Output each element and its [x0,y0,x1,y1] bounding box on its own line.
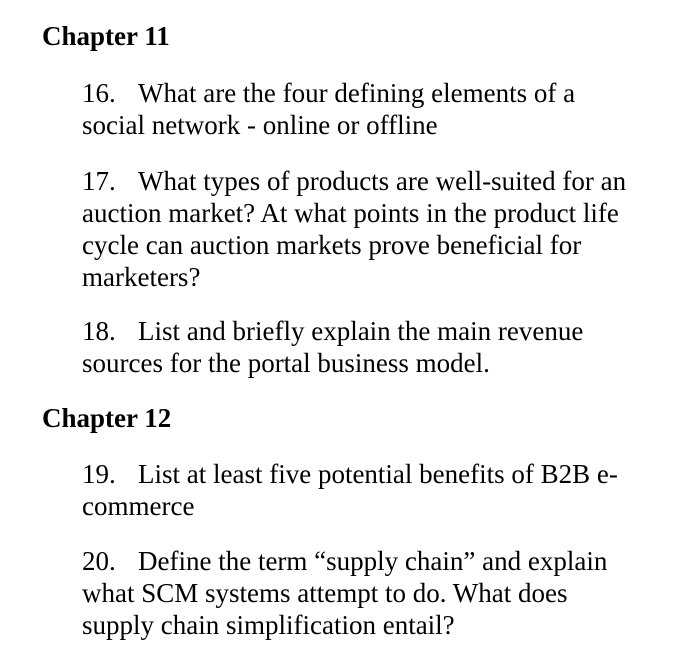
question-text: social network - online or offline [82,110,438,140]
question-line [82,458,672,490]
question-text: Define the term “supply chain” and explain [138,546,608,576]
question-text: commerce [82,491,195,521]
question-text: sources for the portal business model. [82,348,490,378]
question-text: supply chain simplification entail? [82,610,455,640]
question-line [82,165,672,197]
question-18 [82,315,672,379]
question-line [82,315,672,347]
question-text: What are the four defining elements of a [138,78,576,108]
question-text: what SCM systems attempt to do. What does [82,578,568,608]
question-19 [82,458,672,522]
question-text: auction market? At what points in the product life [82,198,619,228]
question-text: List at least five potential benefits of B2B e- [138,459,618,489]
question-line [82,77,672,109]
question-number: 19. [82,459,116,489]
chapter-heading: Chapter 12 [42,403,172,433]
question-number: 16. [82,78,116,108]
question-text: What types of products are well-suited for an [138,166,627,196]
question-16 [82,77,672,141]
question-number: 18. [82,316,116,346]
question-text: cycle can auction markets prove beneficial for [82,230,582,260]
question-text: marketers? [82,262,201,292]
question-number: 20. [82,546,116,576]
question-17 [82,165,672,293]
question-number: 17. [82,166,116,196]
question-text: List and briefly explain the main revenue [138,316,584,346]
question-line [82,545,672,577]
question-20 [82,545,672,641]
chapter-heading: Chapter 11 [42,21,170,51]
